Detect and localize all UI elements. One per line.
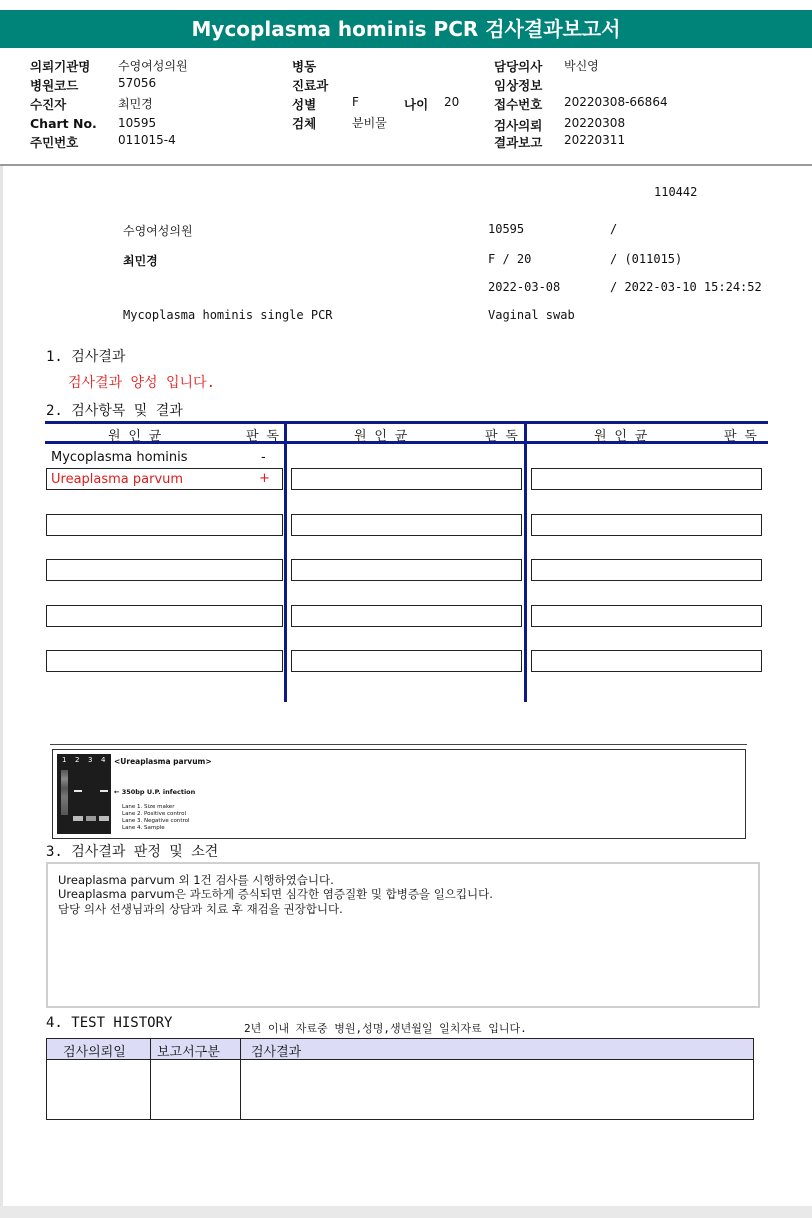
- history-col-report-type: 보고서구분: [157, 1045, 220, 1060]
- result-cell: [46, 650, 283, 672]
- summary-date-request: 2022-03-08: [488, 280, 561, 294]
- section-3-heading: 3. 검사결과 판정 및 소견: [46, 844, 219, 860]
- gel-band: [100, 790, 108, 792]
- summary-date-report: / 2022-03-10 15:24:52: [610, 280, 762, 294]
- result-cell: [46, 605, 283, 627]
- clinical-label: 임상정보: [494, 78, 543, 93]
- col-header-agent-1: 원 인 균: [108, 429, 162, 444]
- history-col-divider: [240, 1039, 241, 1119]
- opinion-line: Ureaplasma parvum은 과도하게 증식되면 심각한 염증질환 및 합병증을 일으킵니다.: [58, 887, 493, 901]
- history-col-result: 검사결과: [251, 1045, 302, 1060]
- gel-band: [73, 816, 83, 821]
- history-table: [46, 1038, 754, 1120]
- history-table-header: [47, 1039, 753, 1060]
- page-edge: [0, 166, 3, 1206]
- report-title: Mycoplasma hominis PCR 검사결과보고서: [0, 10, 812, 48]
- agent-verdict-positive: +: [259, 471, 270, 486]
- patient-value: 최민경: [118, 97, 153, 111]
- lane-number: 3: [88, 756, 93, 764]
- result-cell: [531, 605, 762, 627]
- patient-label: 수진자: [30, 97, 67, 112]
- institution-value: 수영여성의원: [118, 59, 188, 73]
- summary-sample: Vaginal swab: [488, 308, 575, 322]
- opinion-line: 담당 의사 선생님과의 상담과 치료 후 재검을 권장합니다.: [58, 902, 343, 916]
- page-footer-strip: [0, 1206, 812, 1218]
- summary-test-name: Mycoplasma hominis single PCR: [123, 308, 333, 322]
- gel-legend-item: Lane 2. Positive control: [122, 811, 187, 817]
- result-cell: [291, 605, 522, 627]
- result-cell: [531, 514, 762, 536]
- age-value: 20: [444, 95, 460, 109]
- col-header-verdict-3: 판 독: [724, 429, 757, 444]
- sex-value: F: [352, 95, 359, 109]
- sex-label: 성별: [292, 97, 317, 112]
- col-header-verdict-1: 판 독: [246, 429, 279, 444]
- lane-number: 1: [62, 756, 67, 764]
- institution-label: 의뢰기관명: [30, 59, 91, 74]
- request-value: 20220308: [564, 116, 626, 130]
- report-code: 110442: [654, 185, 698, 199]
- lane-number: 4: [101, 756, 106, 764]
- specimen-label: 검체: [292, 116, 317, 131]
- receipt-value: 20220308-66864: [564, 95, 668, 109]
- receipt-label: 접수번호: [494, 97, 543, 112]
- doctor-value: 박신영: [564, 59, 599, 73]
- ward-label: 병동: [292, 59, 317, 74]
- dept-label: 진료과: [292, 78, 329, 93]
- opinion-line: Ureaplasma parvum 외 1건 검사를 시행하였습니다.: [58, 873, 334, 887]
- summary-clinic: 수영여성의원: [123, 224, 193, 238]
- result-cell: [291, 468, 522, 490]
- result-cell: [531, 650, 762, 672]
- result-cell: [291, 650, 522, 672]
- ladder-band: [61, 770, 68, 815]
- agent-verdict: -: [261, 450, 266, 465]
- table-divider-1: [284, 424, 287, 702]
- summary-patient: 최민경: [123, 254, 158, 268]
- section-2-heading: 2. 검사항목 및 결과: [46, 403, 183, 419]
- gel-top-rule: [50, 744, 747, 745]
- gel-title: <Ureaplasma parvum>: [114, 757, 212, 766]
- report-value: 20220311: [564, 133, 626, 147]
- gel-band: [99, 816, 109, 821]
- summary-sex-age: F / 20: [488, 252, 532, 266]
- gel-legend-item: Lane 4. Sample: [122, 825, 165, 831]
- agent-name: Mycoplasma hominis: [51, 450, 188, 465]
- gel-band: [74, 790, 82, 792]
- age-label: 나이: [404, 97, 429, 112]
- summary-chart-no: 10595: [488, 222, 525, 236]
- agent-name-positive: Ureaplasma parvum: [51, 472, 184, 487]
- col-header-verdict-2: 판 독: [485, 429, 518, 444]
- result-cell: [291, 514, 522, 536]
- positive-result-text: 검사결과 양성 입니다.: [68, 375, 216, 391]
- result-cell: [531, 559, 762, 581]
- gel-band: [86, 816, 96, 821]
- table-top-rule: [45, 421, 768, 424]
- gel-marker-label: ← 350bp U.P. infection: [114, 788, 196, 796]
- chart-no-label: Chart No.: [30, 116, 97, 131]
- report-label: 결과보고: [494, 135, 543, 150]
- resident-no-label: 주민번호: [30, 135, 79, 150]
- history-col-request-date: 검사의뢰일: [63, 1045, 126, 1060]
- result-cell: [291, 559, 522, 581]
- gel-legend-item: Lane 3. Negative control: [122, 818, 190, 824]
- col-header-agent-3: 원 인 균: [594, 429, 648, 444]
- hospital-code-value: 57056: [118, 76, 157, 90]
- col-header-agent-2: 원 인 균: [354, 429, 408, 444]
- gel-legend-item: Lane 1. Size maker: [122, 804, 175, 810]
- opinion-box: [46, 862, 760, 1008]
- hospital-code-label: 병원코드: [30, 78, 79, 93]
- request-label: 검사의뢰: [494, 118, 543, 133]
- result-cell: [46, 559, 283, 581]
- summary-slash: /: [610, 222, 618, 236]
- section-4-heading: 4. TEST HISTORY: [46, 1015, 173, 1031]
- summary-birth: / (011015): [610, 252, 683, 266]
- result-cell: [46, 514, 283, 536]
- chart-no-value: 10595: [118, 116, 157, 130]
- result-cell: [531, 468, 762, 490]
- doctor-label: 담당의사: [494, 59, 543, 74]
- resident-no-value: 011015-4: [118, 133, 176, 147]
- gel-electrophoresis-image: [57, 754, 111, 834]
- lane-number: 2: [75, 756, 80, 764]
- history-note: 2년 이내 자료중 병원,성명,생년월일 일치자료 입니다.: [244, 1022, 527, 1035]
- specimen-value: 분비물: [352, 116, 387, 130]
- header-divider: [0, 164, 812, 166]
- table-divider-2: [524, 424, 527, 702]
- history-col-divider: [150, 1039, 151, 1119]
- section-1-heading: 1. 검사결과: [46, 349, 126, 365]
